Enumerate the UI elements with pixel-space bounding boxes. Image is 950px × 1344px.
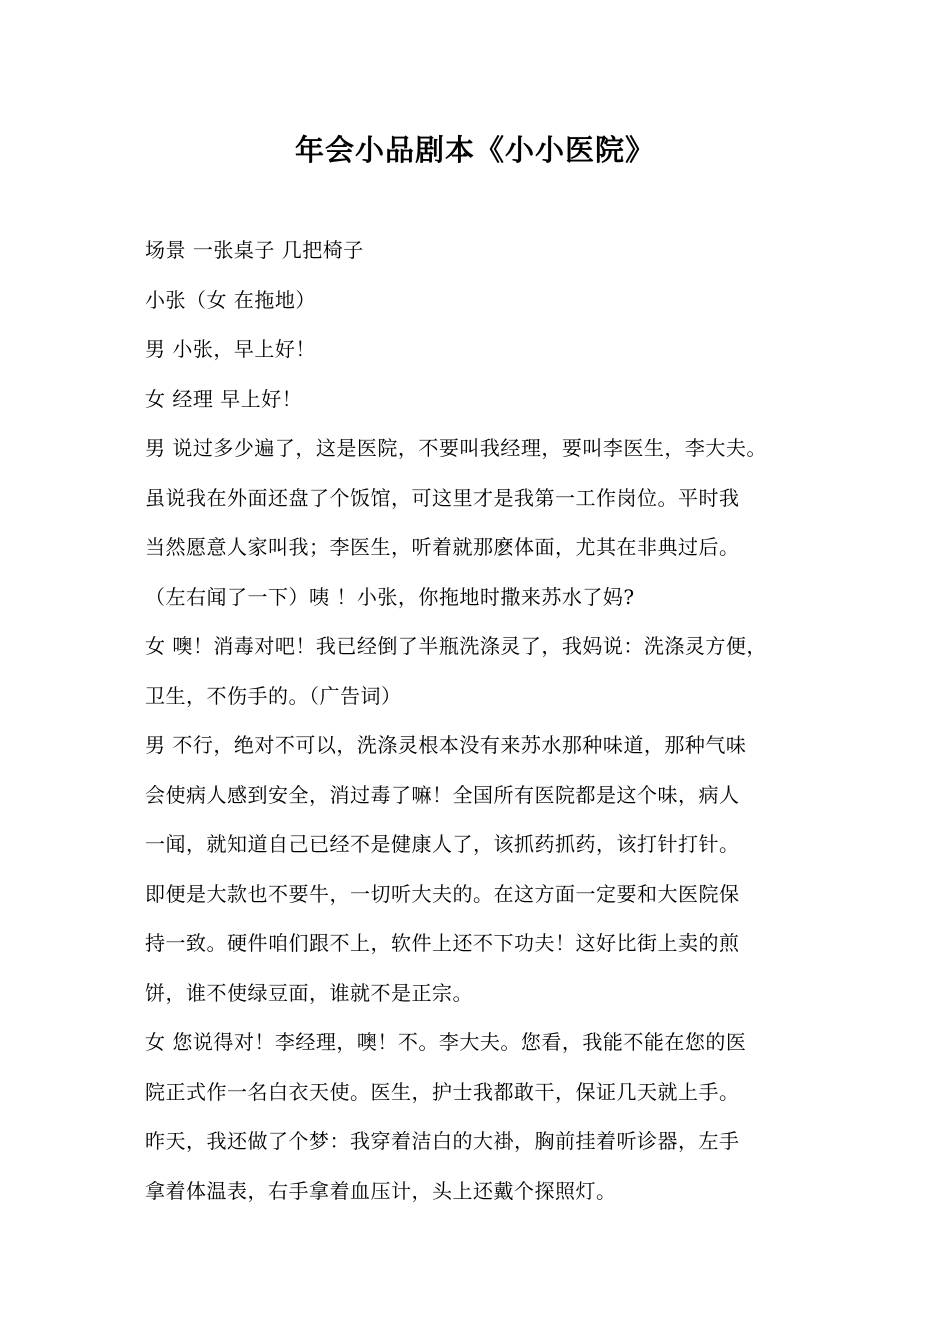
script-line: 持一致。硬件咱们跟不上，软件上还不下功夫！这好比街上卖的煎: [145, 931, 740, 955]
script-line: 卫生，不伤手的。（广告词）: [145, 683, 402, 708]
script-line: 女 您说得对！李经理，噢！不。李大夫。您看，我能不能在您的医: [145, 1030, 747, 1054]
script-line: 女 噢！消毒对吧！我已经倒了半瓶洗涤灵了，我妈说：洗涤灵方便，: [145, 634, 767, 658]
script-line: 场景 一张桌子 几把椅子: [145, 238, 364, 262]
script-line: 小张（女 在拖地）: [145, 287, 316, 312]
script-line: 男 小张，早上好！: [145, 337, 316, 361]
script-line: （左右闻了一下）咦 ！小张，你拖地时撒来苏水了妈?: [145, 584, 635, 609]
document-title: 年会小品剧本《小小医院》: [294, 133, 655, 167]
script-line: 一闻，就知道自己已经不是健康人了，该抓药抓药，该打针打针。: [145, 832, 740, 856]
script-line: 拿着体温表，右手拿着血压计，头上还戴个探照灯。: [145, 1178, 617, 1203]
script-line: 即便是大款也不要牛，一切听大夫的。在这方面一定要和大医院保: [145, 881, 740, 906]
script-line: 昨天，我还做了个梦：我穿着洁白的大褂，胸前挂着听诊器，左手: [145, 1129, 740, 1153]
script-line: 会使病人感到安全，消过毒了嘛！全国所有医院都是这个味，病人: [145, 782, 740, 807]
script-line: 男 说过多少遍了，这是医院，不要叫我经理，要叫李医生，李大夫。: [145, 436, 767, 460]
script-line: 院正式作一名白衣天使。医生，护士我都敢干，保证几天就上手。: [145, 1079, 740, 1104]
script-line: 当然愿意人家叫我；李医生，听着就那麽体面，尤其在非典过后。: [145, 535, 740, 559]
script-line: 饼，谁不使绿豆面，谁就不是正宗。: [145, 980, 473, 1005]
script-line: 虽说我在外面还盘了个饭馆，可这里才是我第一工作岗位。平时我: [145, 485, 740, 510]
script-body: [145, 230, 835, 1220]
script-line: 男 不行，绝对不可以，洗涤灵根本没有来苏水那种味道，那种气味: [145, 733, 747, 757]
script-line: 女 经理 早上好！: [145, 386, 303, 411]
